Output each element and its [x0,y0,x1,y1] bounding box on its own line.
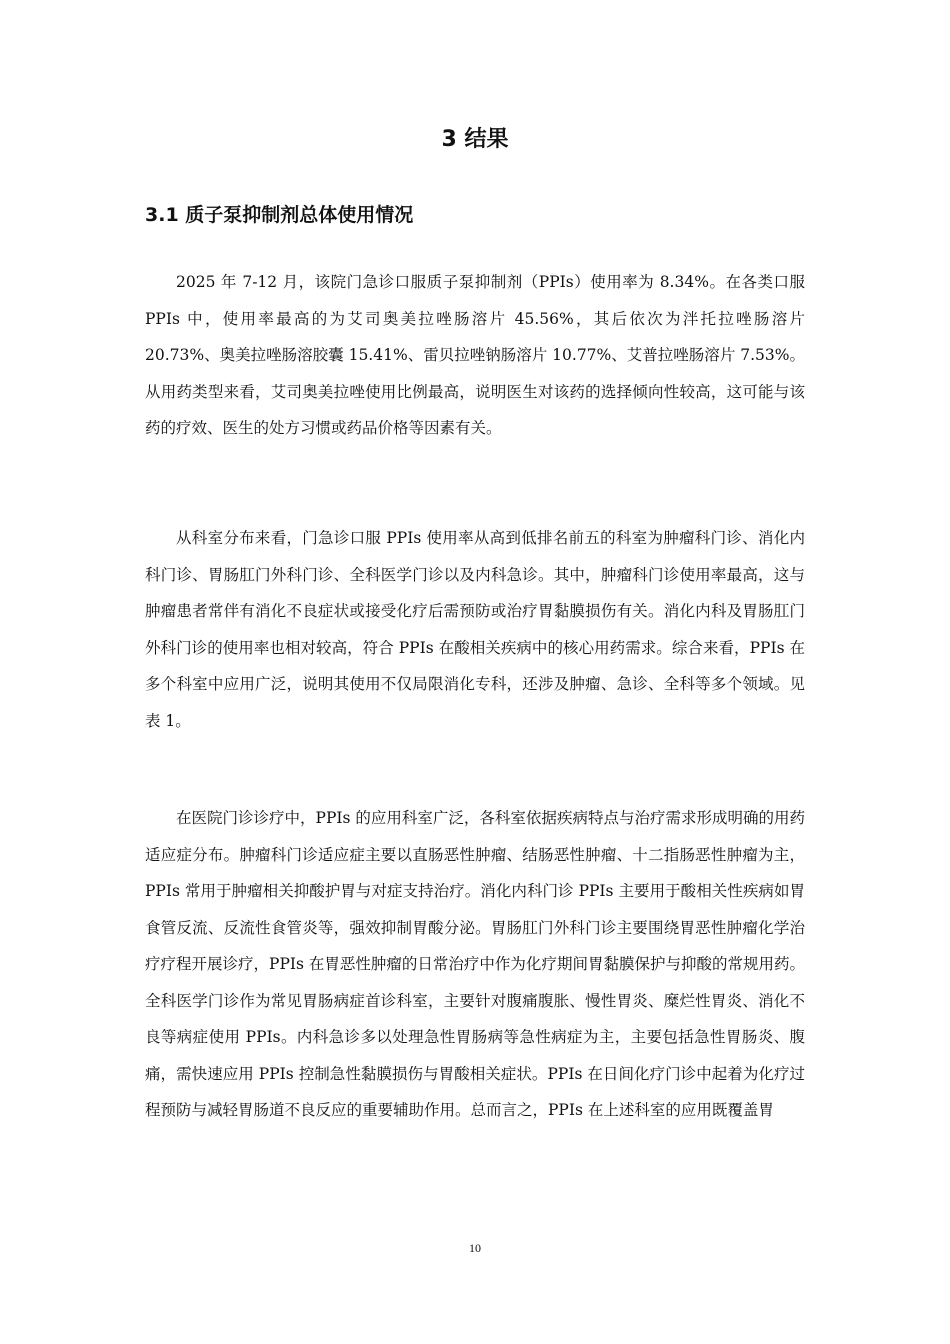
section-title: 3.1 质子泵抑制剂总体使用情况 [145,204,414,226]
chapter-title: 3 结果 [441,127,509,152]
page-number: 10 [469,1241,481,1255]
body-paragraph-3: 在医院门诊诊疗中，PPIs 的应用科室广泛，各科室依据疾病特点与治疗需求形成明确的用药适应症分布。肿瘤科门诊适应症主要以直肠恶性肿瘤、结肠恶性肿瘤、十二指肠恶性肿瘤为主，PPIs 常用于肿瘤相关抑酸护胃与对症支持治疗。消化内科门诊 PPIs 主要用于酸相关性疾病如胃食管反流、反流性食管炎等，强效抑制胃酸分泌。胃肠肛门外科门诊主要围绕胃恶性肿瘤化学治疗疗程开展诊疗，PPIs 在胃恶性肿瘤的日常治疗中作为化疗期间胃黏膜保护与抑酸的常规用药。全科医学门诊作为常见胃肠病症首诊科室，主要针对腹痛腹胀、慢性胃炎、糜烂性胃炎、消化不良等病症使用 PPIs。内科急诊多以处理急性胃肠病等急性病症为主，主要包括急性胃肠炎、腹痛，需快速应用 PPIs 控制急性黏膜损伤与胃酸相关症状。PPIs 在日间化疗门诊中起着为化疗过程预防与减轻胃肠道不良反应的重要辅助作用。总而言之，PPIs 在上述科室的应用既覆盖胃 [145,809,805,1119]
body-paragraph-1: 2025 年 7-12 月，该院门急诊口服质子泵抑制剂（PPIs）使用率为 8.34%。在各类口服 PPIs 中，使用率最高的为艾司奥美拉唑肠溶片 45.56%，其后依次为泮托拉唑肠溶片 20.73%、奥美拉唑肠溶胶囊 15.41%、雷贝拉唑钠肠溶片 10.77%、艾普拉唑肠溶片 7.53%。从用药类型来看，艾司奥美拉唑使用比例最高，说明医生对该药的选择倾向性较高，这可能与该药的疗效、医生的处方习惯或药品价格等因素有关。 [145,273,805,437]
body-paragraph-2: 从科室分布来看，门急诊口服 PPIs 使用率从高到低排名前五的科室为肿瘤科门诊、消化内科门诊、胃肠肛门外科门诊、全科医学门诊以及内科急诊。其中，肿瘤科门诊使用率最高，这与肿瘤患者常伴有消化不良症状或接受化疗后需预防或治疗胃黏膜损伤有关。消化内科及胃肠肛门外科门诊的使用率也相对较高，符合 PPIs 在酸相关疾病中的核心用药需求。综合来看，PPIs 在多个科室中应用广泛，说明其使用不仅局限消化专科，还涉及肿瘤、急诊、全科等多个领域。见表 1。 [145,529,805,730]
